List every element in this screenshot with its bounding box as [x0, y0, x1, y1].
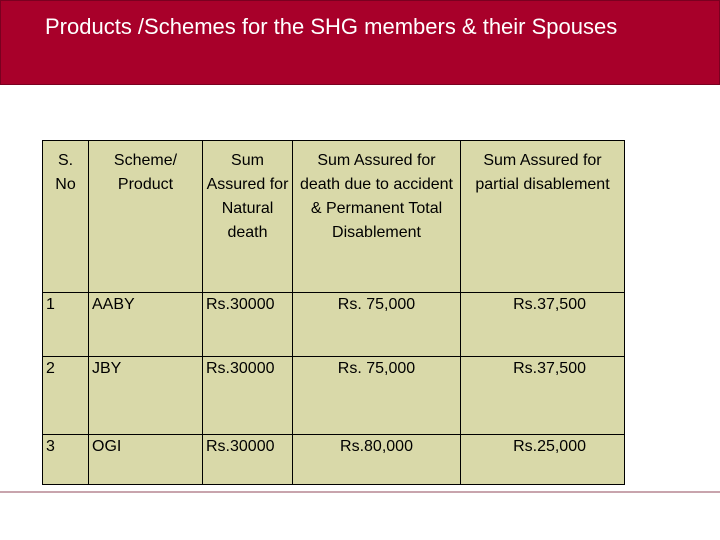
cell-scheme: JBY	[89, 357, 203, 435]
products-table	[42, 140, 625, 485]
table-row	[43, 293, 625, 357]
cell-partial-disablement: Rs.37,500	[461, 293, 625, 357]
cell-partial-disablement: Rs.25,000	[461, 435, 625, 485]
cell-partial-disablement: Rs.37,500	[461, 357, 625, 435]
page-title: Products /Schemes for the SHG members & their Spouses	[45, 14, 618, 39]
cell-s-no: 1	[43, 293, 89, 357]
bottom-divider	[0, 491, 720, 493]
header-natural-death: Sum Assured for Natural death	[203, 141, 293, 293]
header-partial-disablement: Sum Assured for partial disablement	[461, 141, 625, 293]
cell-scheme: AABY	[89, 293, 203, 357]
cell-s-no: 2	[43, 357, 89, 435]
table-header-row	[43, 141, 625, 293]
cell-scheme: OGI	[89, 435, 203, 485]
cell-s-no: 3	[43, 435, 89, 485]
title-banner	[0, 0, 720, 85]
table-row	[43, 357, 625, 435]
cell-natural-death: Rs.30000	[203, 293, 293, 357]
cell-natural-death: Rs.30000	[203, 435, 293, 485]
cell-accident-death: Rs.80,000	[293, 435, 461, 485]
table-row	[43, 435, 625, 485]
header-accident-death: Sum Assured for death due to accident & Permanent Total Disablement	[293, 141, 461, 293]
header-scheme: Scheme/ Product	[89, 141, 203, 293]
cell-accident-death: Rs. 75,000	[293, 357, 461, 435]
cell-natural-death: Rs.30000	[203, 357, 293, 435]
cell-accident-death: Rs. 75,000	[293, 293, 461, 357]
header-s-no: S. No	[43, 141, 89, 293]
